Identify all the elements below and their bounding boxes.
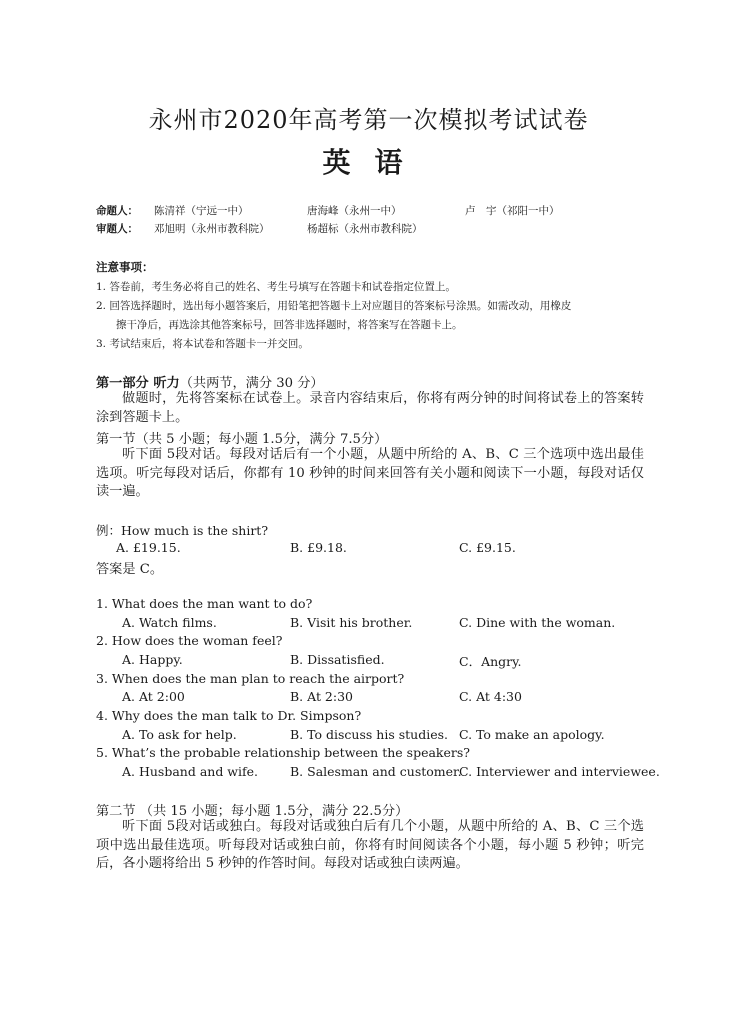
setter-3: 卢 宇（祁阳一中）: [465, 205, 560, 217]
question-4-option-c: C. To make an apology.: [459, 727, 605, 742]
part1-heading: [96, 372, 324, 391]
example-answer: 答案是 C。: [96, 562, 164, 577]
question-5: 5. What’s the probable relationship between the speakers?: [96, 745, 470, 760]
question-2-option-c: C．Angry.: [459, 654, 522, 669]
exam-title: 永州市2020年高考第一次模拟考试试卷: [148, 106, 589, 134]
question-1: 1. What does the man want to do?: [96, 596, 313, 611]
question-3-option-a: A. At 2:00: [122, 689, 185, 704]
question-1-option-a: A. Watch films.: [122, 615, 217, 630]
setter-1: 陈清祥（宁远一中）: [154, 205, 249, 217]
notice-heading: 注意事项：: [96, 260, 154, 274]
question-2-option-a: A. Happy.: [122, 652, 183, 667]
section1-heading: 第一节（共 5 小题；每小题 1.5分，满分 7.5分）: [96, 432, 388, 447]
example-option-c: C. £9.15.: [459, 540, 516, 555]
question-1-option-c: C. Dine with the woman.: [459, 615, 616, 630]
setters-label: 命题人：: [96, 205, 138, 217]
question-5-option-b: B. Salesman and customer.: [290, 764, 462, 779]
section2-heading: 第二节 （共 15 小题；每小题 1.5分，满分 22.5分）: [96, 804, 409, 819]
notice-item-3: 3. 考试结束后，将本试卷和答题卡一并交回。: [96, 338, 309, 350]
question-1-option-b: B. Visit his brother.: [290, 615, 413, 630]
example-option-a: A. £19.15.: [116, 540, 181, 555]
question-5-option-c: C. Interviewer and interviewee.: [459, 764, 660, 779]
setter-2: 唐海峰（永州一中）: [307, 205, 402, 217]
question-2: 2. How does the woman feel?: [96, 633, 283, 648]
question-3-option-b: B. At 2:30: [290, 689, 354, 704]
reviewer-2: 杨超标（永州市教科院）: [307, 223, 423, 235]
reviewers-label: 审题人：: [96, 223, 138, 235]
part1-heading-bold: 第一部分 听力: [96, 376, 180, 391]
question-5-option-a: A. Husband and wife.: [122, 764, 258, 779]
section1-instructions: 听下面 5段对话。每段对话后有一个小题，从题中所给的 A、B、C 三个选项中选出最佳选项。听完每段对话后，你都有 10 秒钟的时间来回答有关小题和阅读下一小题，每段对话仅读一遍。: [96, 447, 644, 500]
example-question: 例：How much is the shirt?: [96, 523, 269, 538]
part1-heading-rest: （共两节，满分 30 分）: [179, 376, 324, 391]
question-4-option-a: A. To ask for help.: [122, 727, 237, 742]
notice-item-2: 2. 回答选择题时，选出每小题答案后，用铅笔把答题卡上对应题目的答案标号涂黑。如需改动，用橡皮: [96, 300, 572, 312]
example-option-b: B. £9.18.: [290, 540, 347, 555]
part1-intro: 做题时，先将答案标在试卷上。录音内容结束后，你将有两分钟的时间将试卷上的答案转涂到答题卡上。: [96, 391, 644, 425]
reviewer-1: 邓旭明（永州市教科院）: [154, 223, 270, 235]
subject-title: 英语: [322, 146, 427, 179]
question-4: 4. Why does the man talk to Dr. Simpson?: [96, 708, 362, 723]
question-3: 3. When does the man plan to reach the airport?: [96, 671, 405, 686]
section2-instructions: 听下面 5段对话或独白。每段对话或独白后有几个小题，从题中所给的 A、B、C 三个选项中选出最佳选项。听每段对话或独白前，你将有时间阅读各个小题，每小题 5 秒钟；听完后，各小题将给出 5 秒钟的作答时间。每段对话或独白读两遍。: [96, 819, 644, 872]
notice-item-2-cont: 擦干净后，再选涂其他答案标号，回答非选择题时，将答案写在答题卡上。: [116, 319, 463, 331]
question-4-option-b: B. To discuss his studies.: [290, 727, 448, 742]
notice-item-1: 1. 答卷前，考生务必将自己的姓名、考生号填写在答题卡和试卷指定位置上。: [96, 281, 456, 293]
question-2-option-b: B. Dissatisfied.: [290, 652, 385, 667]
question-3-option-c: C. At 4:30: [459, 689, 522, 704]
